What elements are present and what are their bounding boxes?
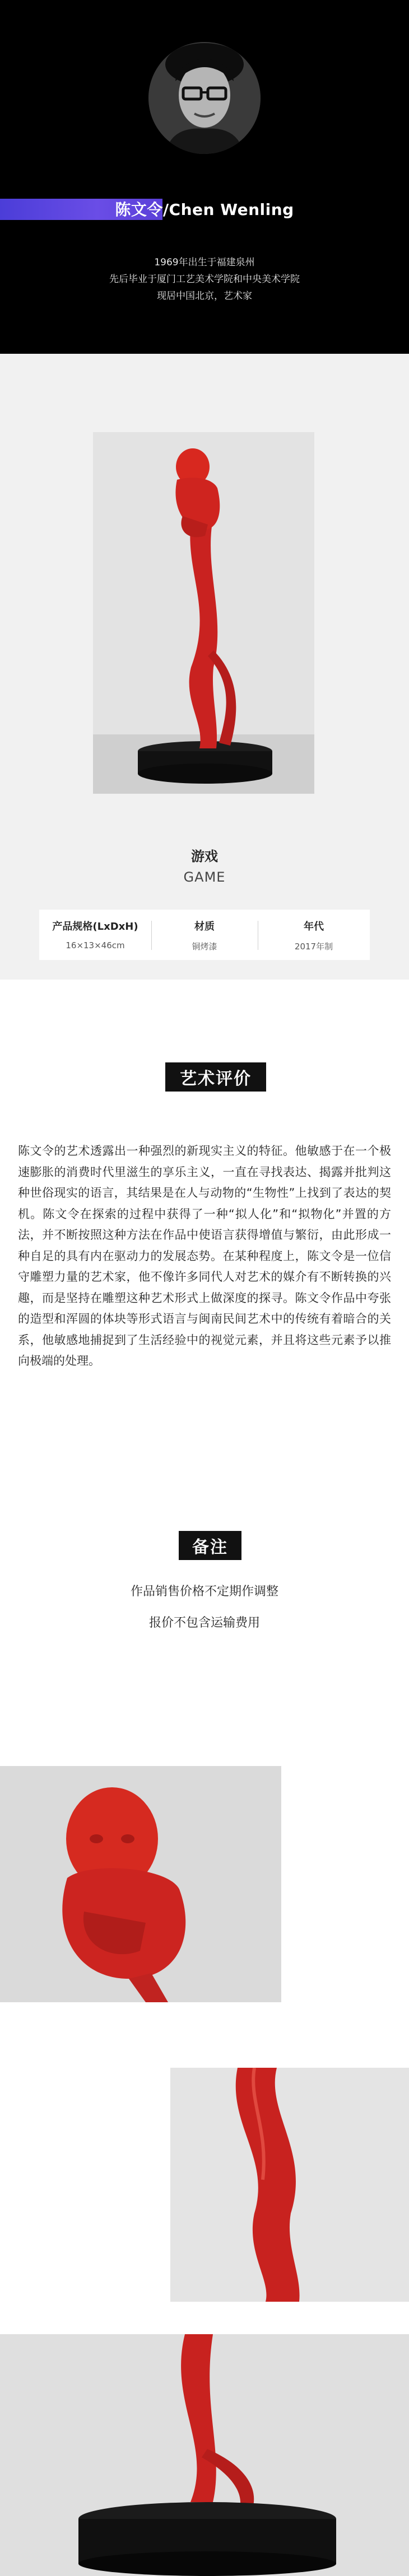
spec-label: 材质 [194, 921, 215, 933]
spec-value: 16×13×46cm [66, 940, 125, 950]
spec-label: 产品规格(LxDxH) [52, 921, 138, 933]
detail-photo-figure[interactable] [0, 1766, 281, 2002]
crouched-figure-icon [0, 1766, 281, 2002]
notes-heading: 备注 [179, 1531, 241, 1560]
sculpture-base-icon [0, 2334, 409, 2576]
spec-size [39, 910, 151, 960]
spec-label: 年代 [304, 921, 324, 933]
spec-value: 2017年制 [294, 942, 333, 952]
note-line: 作品销售价格不定期作调整 [130, 1585, 278, 1599]
spec-year [258, 910, 370, 960]
product-title-en: GAME [183, 869, 226, 885]
spec-table [39, 910, 370, 960]
evaluation-text: 陈文令的艺术透露出一种强烈的新现实主义的特征。他敏感于在一个极速膨胀的消费时代里滋生的享乐主义，一直在寻找表达、揭露并批判这种世俗现实的语言，其结果是在人与动物的“生物性”上找到了表达的契机。陈文令在探索的过程中获得了一种“拟人化”和“拟物化”并置的方法，并不断按照这种方法在作品中使语言获得增值与繁衍，由此形成一种自足的具有内在驱动力的发展态势。在某种程度上，陈文令是一位信守雕塑力量的艺术家，他不像许多同代人对艺术的媒介有不断转换的兴趣，而是坚持在雕塑这种艺术形式上做深度的探寻。陈文令作品中夸张的造型和浑圆的体块等形式语言与闽南民间艺术中的传统有着暗合的关系，他敏感地捕捉到了生活经验中的视觉元素，并且将这些元素予以推向极端的处理。 [18, 1144, 391, 1367]
spec-value: 铜烤漆 [192, 942, 217, 952]
artist-portrait-icon [148, 42, 261, 154]
artist-avatar [148, 42, 261, 154]
artist-bio-line: 1969年出生于福建泉州 [154, 257, 255, 268]
artist-bio-line: 先后毕业于厦门工艺美术学院和中央美术学院 [109, 274, 300, 285]
spec-material [151, 910, 258, 960]
evaluation-heading: 艺术评价 [165, 1062, 266, 1092]
product-title: 游戏 [191, 849, 218, 864]
product-photo[interactable] [93, 432, 314, 794]
detail-photo-base[interactable] [0, 2334, 409, 2576]
artist-name: 陈文令/Chen Wenling [115, 200, 294, 219]
artist-bio-line: 现居中国北京，艺术家 [157, 291, 252, 302]
sculpture-stem-icon [170, 2068, 409, 2302]
red-sculpture-icon [93, 432, 314, 794]
note-line: 报价不包含运输费用 [148, 1616, 260, 1630]
detail-photo-stem[interactable] [170, 2068, 409, 2302]
